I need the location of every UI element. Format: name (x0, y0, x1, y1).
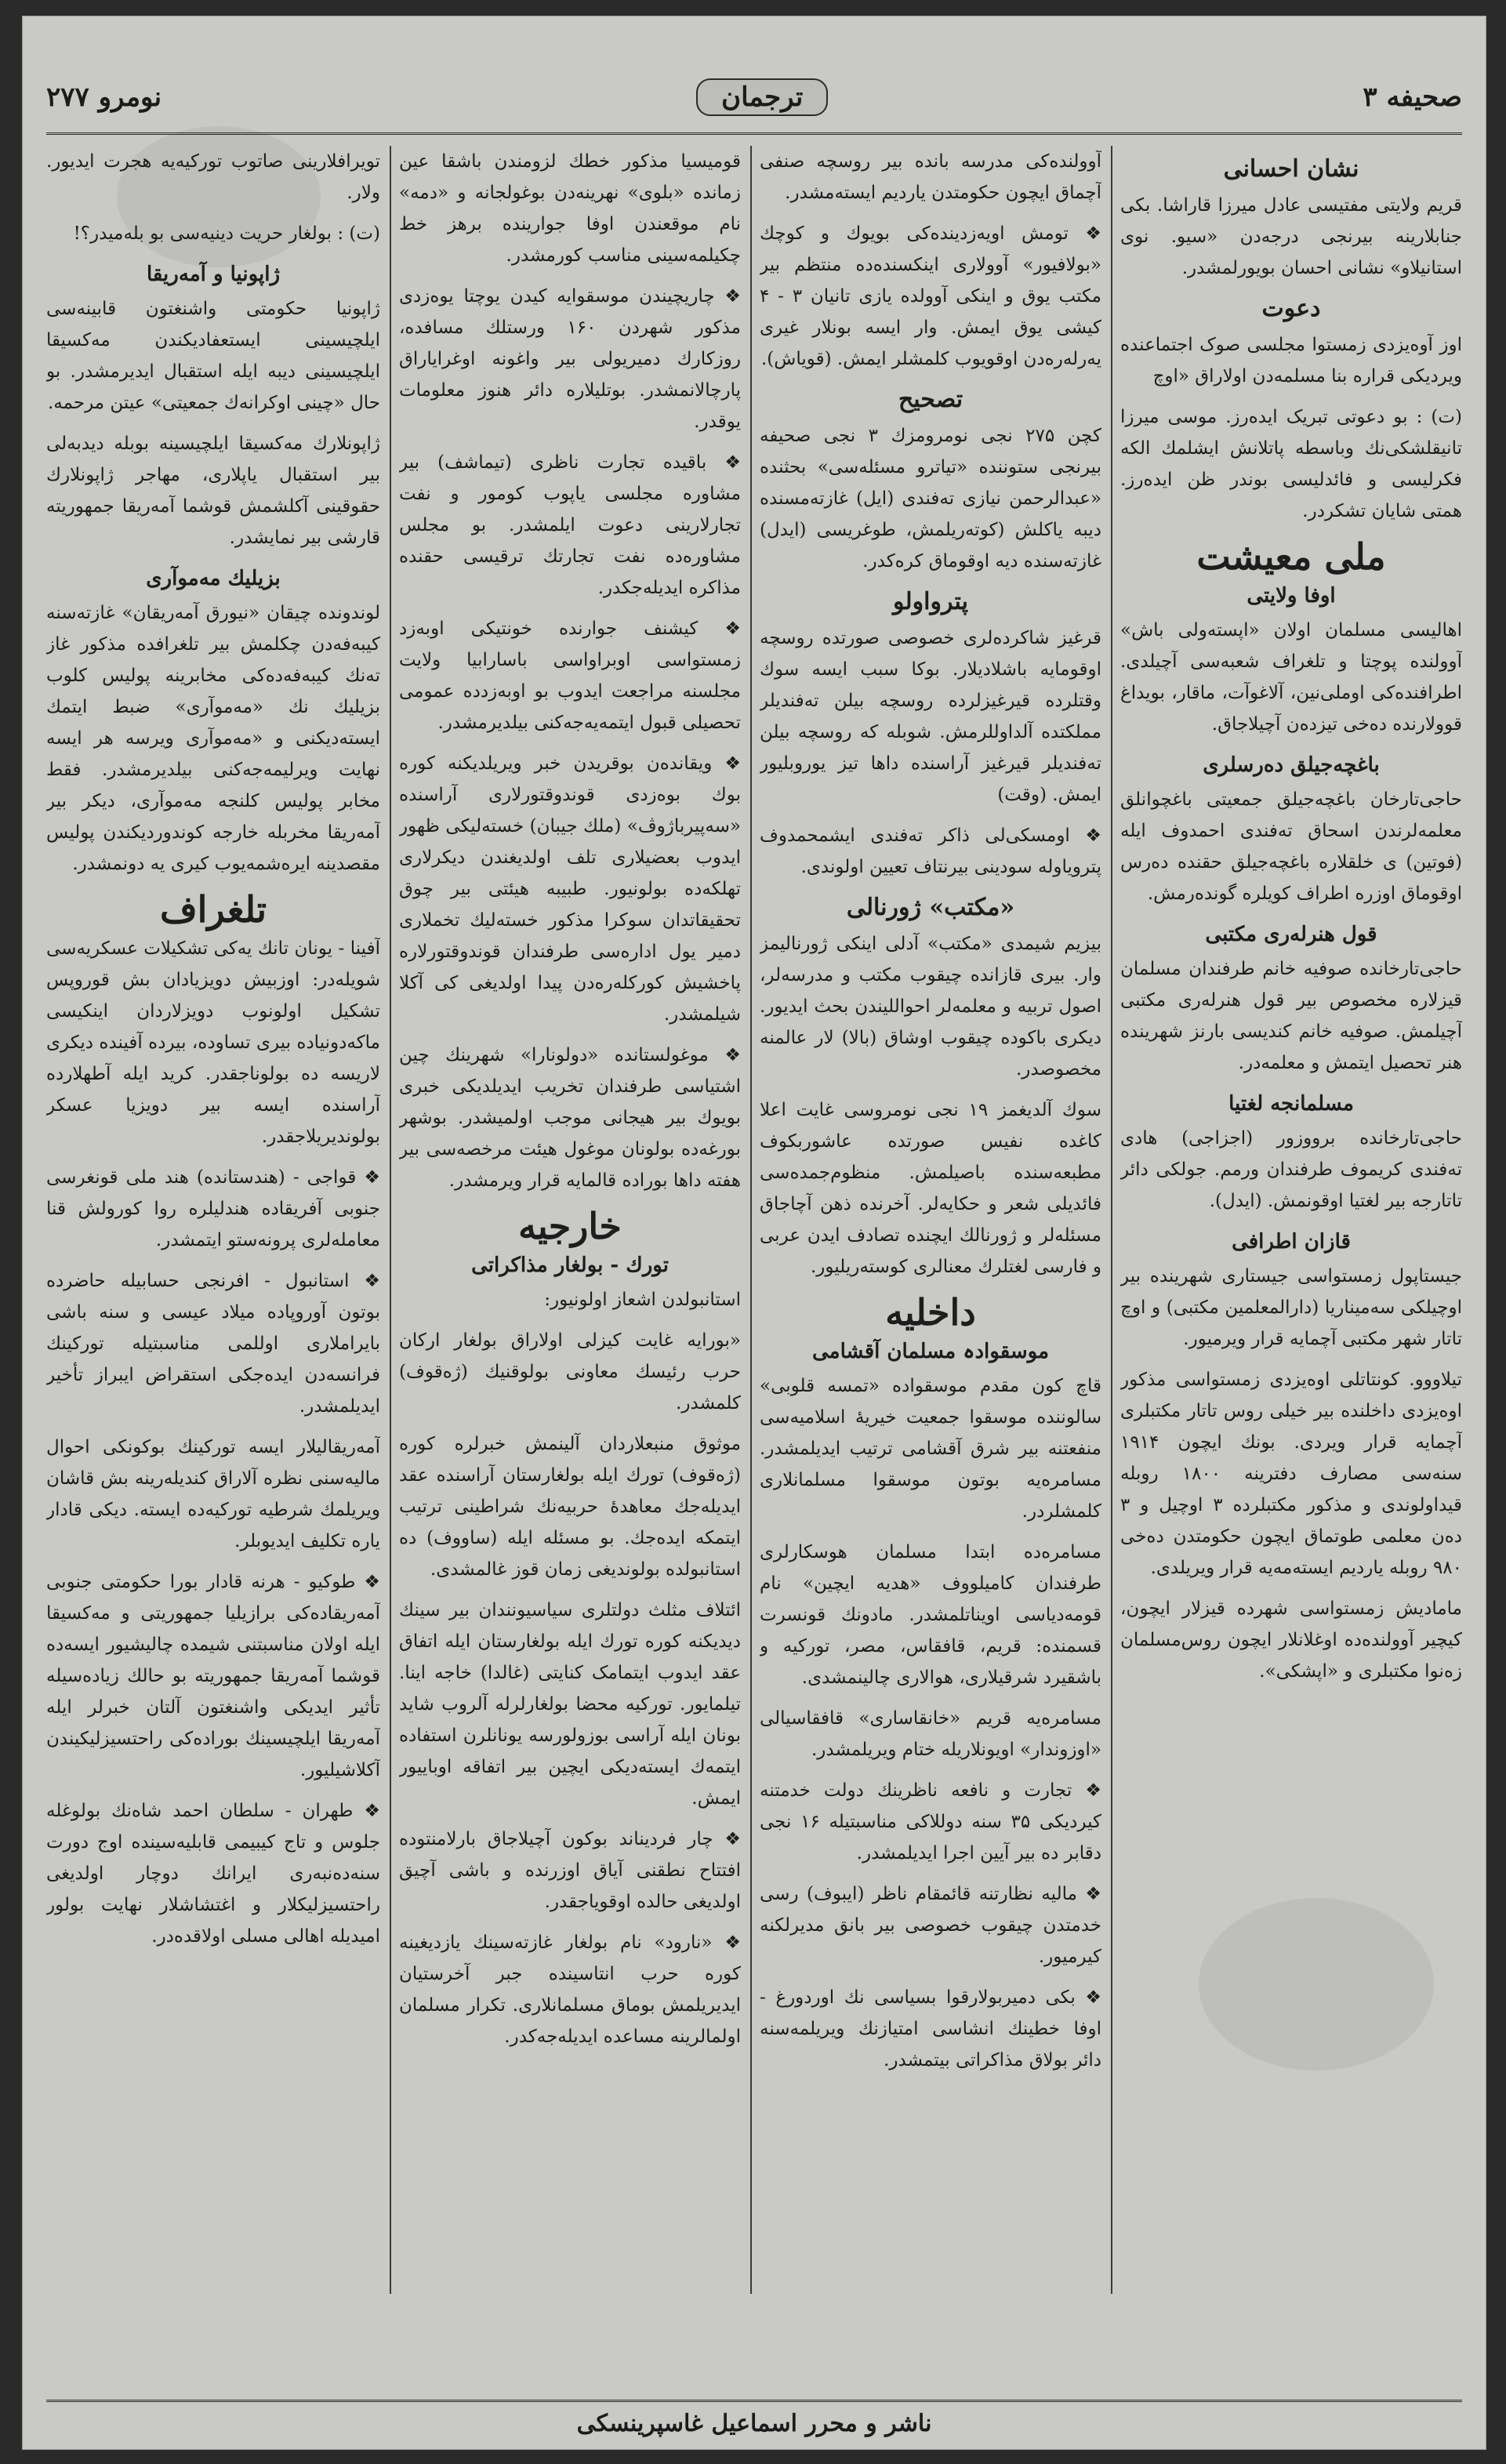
column-rule (1111, 146, 1112, 2294)
column-center-right (760, 146, 1101, 2294)
article-subheading: مسلمانجه لغتیا (1228, 1092, 1354, 1116)
article-paragraph: ❖ چار فردیناند بوکون آچیلاجاق بارلامنتوده افتتاح نطقنی آیاق اوزرنده و باشی آچیق اولدیغی حالده اوقویاجقدر. (399, 1829, 741, 1912)
article-paragraph: ❖ استانبول - افرنجی حسابیله حاضرده بوتون آوروپاده میلاد عیسی و سنه باشی بایراملاری اوللمی مناسبتیله تورکینك فرانسه‌دن ایده‌جکی استقراض ایبراز تأخیر ایدیلمشدر. (46, 1271, 380, 1417)
article-paragraph: اوز آوه‌یزدی زمستوا مجلسی صوک اجتماعنده ویردیکی قراره بنا مسلمه‌دن اولاراق «اوچ (1120, 335, 1462, 386)
article-paragraph: «بورایه غایت کیزلی اولاراق بولغار ارکان حرب رئیسك معاونی بولوقنیك (ژه‌قوف) کلمشدر. (399, 1330, 741, 1413)
article-subheading: قول هنرله‌ری مکتبی (1205, 923, 1377, 946)
article-paragraph: ❖ طهران - سلطان احمد شاه‌نك بولوغله جلوس و تاج کیبیمی قابلیه‌سینده اوج دورت سنه‌ده‌نبه‌ری ایرانك دوچار اولدیغی راحتسیزلیکلار و اغتشاشلار نهایت بولور امیدیله اهالی مسلی اولاقده‌در. (46, 1801, 380, 1947)
article-paragraph: ❖ قواجی - (هندستانده) هند ملی قونغرسی جنوبی آفریقاده هندلیلره روا کورولش قنا معامله‌لری پرونه‌ستو ایتمشدر. (46, 1167, 380, 1250)
column-center-left (399, 146, 741, 2294)
article-paragraph: ❖ موغولستانده «دولونارا» شهرینك چین اشتیاسی طرفندان تخریب ایدیلدیکی خبری بویوك بیر هیجانی موجب اولمیشدر. بوشهر بورغه‌ده بولونان موغول هیئت مرخصه‌سی بیر هفته داها بوراده قالمایه قرار ویرمشدر. (399, 1045, 741, 1191)
article-heading: پترواولو (893, 588, 968, 615)
article-paragraph: ❖ طوکیو - هرنه قادار بورا حکومتی جنوبی آمه‌ریقاده‌کی برازیلیا جمهوریتی و مه‌کسیقا ایله اولان مناسبتنی شیمده چالیشیور ایسه‌ده قوشما آمه‌ریقا جمهوریته بو حالك زیاده‌سیله تأثیر ایدیکی واشنغتون آلتان خبرلر ایله آمه‌ریقا ایلچیسینك بوراده‌کی راحتسیزلیکیندن آکلاشیلیور. (46, 1572, 380, 1780)
article-paragraph: ❖ بکی دمیربولارقوا بسیاسی نك اوردورغ - اوفا خطینك انشاسی امتیازنك ویریلمه‌سنه دائر بولاق مذاکراتی بیتمشدر. (760, 1987, 1101, 2070)
article-paragraph: ائتلاف مثلث دولتلری سیاسیونندان بیر سینك دیدیکنه کوره تورك ایله بولغارستان ایله اتفاق عقد ایدوب ایتمامک کنایتی (غالدا) خاجه اینا. تیلمایور. تورکیه محضا بولغارلرله آلروب شاید بونان ایله آراسی بوزولورسه یونانلرن استفاده ایتمه‌ك ایسته‌دیکی ایچین بیر اتفاقه اوباییور ایمش. (399, 1600, 741, 1809)
article-paragraph: آوولنده‌کی مدرسه بانده بیر روسچه صنفی آچماق ایچون حکومتدن یاردیم ایسته‌مشدر. (760, 151, 1101, 203)
article-paragraph: جیستاپول زمستواسی جیستاری شهرینده بیر اوچیلکی سه‌میناریا (دارالمعلمین مکتبی) و اوچ تاتار شهر مکتبی آچمایه قرار ویرمیور. (1120, 1266, 1462, 1349)
column-right (1120, 146, 1462, 2294)
article-paragraph: بیزیم شیمدی «مکتب» آدلی اینکی ژورنالیمز وار. بیری قازانده چیقوب مکتب و مدرسه‌لر، اصول تربیه و معلمه‌لر احواللیندن بحث ایدیور. دیکری باکوده چیقوب اوشاق (بالا) لار عالمنه مخصوصدر. (760, 934, 1101, 1080)
article-paragraph: تویرافلارینی صاتوب تورکیه‌یه هجرت ایدیور. ولار. (46, 151, 380, 203)
article-paragraph: سوك آلدیغمز ۱۹ نجی نومروسی غایت اعلا کاغده نفیس صورتده عاشوربکوف مطبعه‌سنده باصیلمش. منظوم‌جمده‌سی فائدیلی شعر و حکایه‌لر. آخرنده ذهن آچاجاق مسئله‌لر و ژورنالك ایچنده تصادف ایدن عربی و فارسی لغتلرك معنالری کوسته‌ریلیور. (760, 1100, 1101, 1277)
article-paragraph: (ت) : بولغار حریت دینیه‌سی بو بله‌میدر؟! (73, 223, 380, 244)
article-paragraph: قریم ولایتی مفتیسی عادل میرزا قاراشا. بکی جنابلارینه بیرنجی درجه‌دن «سیو. نوی استانیلاو» نشانی احسان بویورلمشدر. (1120, 195, 1462, 278)
publisher-line: ناشر و محرر اسماعیل غاسپرینسکی (46, 2400, 1462, 2446)
article-subheading: بزیلیك مه‌موآری (146, 567, 281, 590)
article-paragraph: ❖ ویقانده‌ن بوقریدن خبر ویریلدیکنه کوره بوك بوه‌زدی قوندوقتورلاری آراسنده «سه‌پیرباژوڤ» (ملك جیبان) خسته‌لیکی ظهور ایدوب بعضیلاری تلف اولدیغندن دیکرلاری تهلکه‌ده بولونیور. طبیبه هیئتی بیر چوق تحقیقاتدان سوکرا مذکور خسته‌لیك تخملاری دمیر یول اداره‌سی طرفندان قوندوقتورلاره پاخشیش کورکله‌ره‌دن پیدا اولدیغی کی آکلا شیلمشدر. (399, 753, 741, 1025)
article-paragraph: قومیسیا مذکور خطك لزومندن باشقا عین زمانده «بلوی» نهرینه‌دن بوغولجانه و «دمه» نام موقعندن اوفا جوارینده برهز خط چکیلمه‌سینی مناسب کورمشدر. (399, 151, 741, 266)
article-paragraph: حاجی‌تارخانده برووزور (اجزاجی) هادی ته‌فندی کریموف طرفندان ورمم. جولکی دائر تاتارجه بیر لغتیا اوقونمش. (ایدل). (1120, 1128, 1462, 1211)
article-paragraph: ❖ چاریچیندن موسقوایه کیدن یوچتا یوه‌زدی مذکور شهردن ۱۶۰ ورستلك مسافده، روزکارك دمیریولی بیر واغونه اوغرایاراق پارچالانمشدر. بوتلیلاره دائر هنوز معلومات یوقدر. (399, 286, 741, 432)
article-subheading: ژاپونیا و آمه‌ریقا (146, 263, 281, 286)
article-paragraph: موثوق منبعلاردان آلینمش خبرلره کوره (ژه‌قوف) تورك ایله بولغارستان آراسنده عقد ایدیله‌جك معاهدهٔ حربیه‌نك شراطینی ترتیب ایتمکه ایده‌جك. بو مسئله ایله (ساووف) ده استانبولده بولوندیغی زمان قوز غالمشدی. (399, 1434, 741, 1580)
article-heading: دعوت (1261, 295, 1321, 322)
article-paragraph: ❖ تجارت و نافعه ناظرینك دولت خدمتنه کیردیکی ۳۵ سنه دوللاکی مناسبتیله ۱۶ نجی دقابر ده بیر آیین اجرا ایدیلمشدر. (760, 1780, 1101, 1863)
section-title: داخلیه (885, 1291, 976, 1334)
article-paragraph: لوندونده چیقان «نیورق آمه‌ریقان» غازته‌سنه کیبه‌فه‌دن چکلمش بیر تلغرافده مذکور غاز ته‌نك کیبه‌فه‌ده‌کی مخابرینه پولیس کلوب بزیلیك نك «مه‌موآری» ضبط ایتمك ایسته‌دیکنی و «مه‌موآری ویرسه هر ایسه نهایت ویرلیمه‌جه‌کنی بیلدیرمشدر. فقط مخابر پولیس کلنجه مه‌موآری، دیکر بیر آمه‌ریقا مخربله خارجه کوندوردیکندن پولیس مقصدینه ایره‌شمه‌یوب کیری یه دونمشدر. (46, 603, 380, 874)
article-paragraph: مسامره‌یه قریم «خانقاساری» قافقاسیالی «اوزوندار» اویونلاریله ختام ویریلمشدر. (760, 1708, 1101, 1760)
article-subheading: قازان اطرافی (1232, 1230, 1351, 1254)
article-paragraph: ❖ اومسکی‌لی ذاکر ته‌فندی ایشمحمدوف پترویاوله سودینی بیرنتاف تعیین اولوندی. (760, 826, 1101, 877)
article-subheading: موسقوادہ مسلمان آقشامی (811, 1340, 1049, 1363)
column-left (46, 146, 380, 2294)
article-paragraph: قاچ کون مقدم موسقواده «تمسه قلوبی» سالوننده موسقوا جمعیت خیریهٔ اسلامیه‌سی منفعتنه بیر شرق آقشامی ترتیب ایدیلمشدر. مسامره‌یه بوتون موسقوا مسلمانلاری کلمشلردر. (760, 1376, 1101, 1522)
article-heading: نشان احسانی (1223, 155, 1359, 183)
column-rule (390, 146, 391, 2294)
section-title: خارجیه (518, 1205, 622, 1247)
article-paragraph: آفینا - یونان تانك یه‌کی تشکیلات عسکریه‌سی شویله‌در: اوزبیش دویزیادان بش قوروپس تشکیل اولونوب دویزلاردان اینکیسی ماکه‌دونیاده بیری تساوده، بیرده آفینده دیکری لاریسه ده بولوناجقدر. کرید ایله آطهلارده آراسنده ایسه بیر دویزیا عسکر بولوندیریلاجقدر. (46, 938, 380, 1147)
newspaper-title: ترجمان (696, 78, 828, 116)
article-paragraph: اهالیسی مسلمان اولان «اپسته‌ولی باش» آوولنده پوچتا و تلغراف شعبه‌سی آچیلدی. اطرافنده‌کی اوملی‌نین، آلاغو‌آت، ماقار، بویداغ قوولارنده ده‌خی تیزده‌ن آچیلاجاق. (1120, 620, 1462, 735)
page-number: صحیفه ۳ (1363, 82, 1462, 113)
article-paragraph: ❖ تومش اویه‌زدینده‌کی بویوك و کوچك «بولافیور» آوولاری اینکسنده‌ده منتظم بیر مکتب یوق و اینکی آوولده یازی تانیان ۳ - ۴ کیشی یوق ایمش. وار ایسه بونلار غیری یه‌رله‌ره‌دن اوقویوب کلمشلر ایمش. (قویاش). (760, 223, 1101, 369)
newspaper-page (22, 16, 1486, 2450)
article-paragraph: حاجی‌تارخانده صوفیه خانم طرفندان مسلمان قیزلاره مخصوص بیر قول هنرله‌ری مکتبی آچیلمش. صوفیه خانم کندیسی بارنز شهرینده هنر تحصیل ایتمش و معلمه‌در. (1120, 959, 1462, 1073)
article-subheading: باغچه‌جیلق ده‌رسلری (1203, 753, 1380, 777)
article-subheading: اوفا ولایتی (1247, 584, 1336, 608)
masthead (46, 62, 1462, 135)
article-subheading: تورك - بولغار مذاکراتی (471, 1254, 669, 1277)
article-paragraph: کچن ۲۷۵ نجی نومرومزك ۳ نجی صحیفه بیرنجی ستوننده «تیاترو مسئله‌سی» بحثنده «عبدالرحمن نیازی ته‌فندی (ایل) غازته‌مسنده دیبه یاکلش (کوته‌ریلمش، طوغریسی (ایدل) غازته‌سنده دیه اوقوماق کره‌کدر. (760, 426, 1101, 572)
article-heading: «مکتب» ژورنالی (846, 894, 1015, 921)
article-paragraph: ❖ باقیده تجارت ناظری (تیماشف) بیر مشاوره مجلسی یاپوب کومور و نفت تجارلارینی دعوت ایلمشدر. بو مجلس مشاوره‌ده نفت تجارتك ترقیسی حقنده مذاکره ایدیله‌جکدر. (399, 452, 741, 598)
issue-number: نومرو ۲۷۷ (46, 82, 162, 113)
article-paragraph: مسامره‌ده ابتدا مسلمان هوسکارلری طرفندان کامیلووف «هدیه ایچین» نام قومه‌دیاسی اویناتلمشدر. مادونك قونسرت قسمنده: قریم، قافقاس، مصر، تورکیه و باشقیرد شرقیلاری، هوالاری چالینمشدی. (760, 1542, 1101, 1688)
article-paragraph: ژاپونلارك مه‌کسیقا ایلچیسینه بوبله دیدبه‌لی بیر استقبال یاپلاری، مهاجر ژاپونلارك حقوقینی آکلشمش قوشما آمه‌ریقا جمهوریته قارشی بیر نمایشدر. (46, 434, 380, 548)
article-paragraph: ماماديش زمستواسی شهرده قیزلار ایچون، کیچیر آوولنده‌ده اوغلانلار ایچون روس‌مسلمان زه‌نوا مکتبلری و «اپشکی». (1120, 1599, 1462, 1682)
article-paragraph: ❖ مالیه نظارتنه قائمقام ناظر (ایبوف) رسی خدمتدن چیقوب خصوصی بیر بانق مدیرلکنه کیرمیور. (760, 1884, 1101, 1967)
article-paragraph: ❖ کیشنف جوارنده خونتیکی اوبه‌زد زمستواسی اوبراواسی باسارابیا ولایت مجلسنه مراجعت ایدوب بو اوبه‌زدده عمومی تحصیلی قبول ایتمه‌یه‌جه‌کنی بیلدیرمشدر. (399, 619, 741, 733)
article-paragraph: آمه‌ریقالیلار ایسه تورکینك بوکونکی احوال مالیه‌سنی نظره آلاراق کندیله‌رینه بش قاشان ویریلمك شرطیه تورکیه‌ده ایسته. دیکی قادار یاره تکلیف ایدیوبلر. (46, 1437, 380, 1551)
column-rule (750, 146, 752, 2294)
section-title: ملی معیشت (1196, 535, 1386, 578)
article-paragraph: ژاپونیا حکومتی واشنغتون قابینه‌سی ایلچیسینی ایستعفادیکندن مه‌کسیقا ایلچیسینی دیبه ایله استقبال ایدیرمشدر. بو حال «چینی اوکرانه‌ك جمعیتی» عیتن مرحمه. (46, 299, 380, 413)
article-paragraph: قرغیز شاکرده‌لری خصوصی صورتده روسچه اوقومایه باشلادیلار. بوکا سبب ایسه سوك وقتلرده قیرغیزلرده روسچه بیلن ته‌فندیلر مملکتده آلداوللرمش. شوبله که روسچه بیلن ته‌فندیلر قیرغیز آراسنده داها تیز یوروبلیور ایمش. (وقت) (760, 628, 1101, 805)
article-paragraph: تیلاووو. کونتاتلی اوه‌یزدی زمستواسی مذکور اوه‌یزدی داخلنده بیر خیلی روس تاتار مکتبلری آچمایه قرار ویردی. بونك ایچون ۱۹۱۴ سنه‌سی مصارف دفترینه ۱۸۰۰ روبله قیداولوندی و مذکور مکتبلرده ۳ اوچیل و ۳ ده‌ن معلمی طوتماق ایچون حکومتدن ده‌خی ۹۸۰ روبله یاردیم ایسته‌مه‌یه قرار ویریلدی. (1120, 1370, 1462, 1578)
article-paragraph: حاجی‌تارخان باغچه‌جیلق جمعیتی باغچوانلق معلمه‌لرندن اسحاق ته‌فندی احمدوف ایله (فوتین) ی خلقلاره باغچه‌جیلق حقنده ده‌رس اوقوماق اوزره اطراف کویلره گونده‌رمش. (1120, 789, 1462, 904)
article-paragraph: ❖ «نارود» نام بولغار غازته‌سینك یازدیغینه کوره حرب انتاسینده جبر آخرستیان ایدیریلمش بوماق مسلمانلاری. تکرار مسلمان اولمالرینه مساعده ایدیله‌جه‌کدر. (399, 1932, 741, 2047)
article-paragraph: استانبولدن اشعاز اولونیور: (544, 1290, 741, 1310)
section-title: تلغراف (159, 888, 267, 931)
article-paragraph: (ت) : بو دعوتی تبریک ایده‌رز. موسی میرزا تانیقلشکی‌نك وباسطه پاتلانش ایشلمك الكه فکرلیسی و فائدلیسی بوندر ظن ایده‌رز. همتی شایان تشکردر. (1120, 407, 1462, 521)
article-heading: تصحیح (898, 386, 963, 413)
